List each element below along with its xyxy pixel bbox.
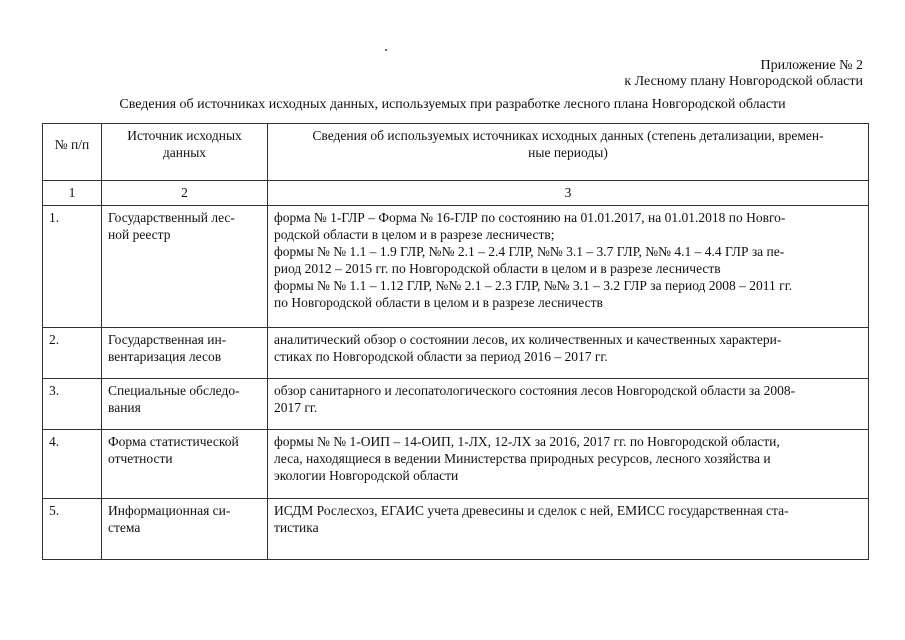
row-details-line: формы № № 1-ОИП – 14-ОИП, 1-ЛХ, 12-ЛХ за 2016, 2017 гг. по Новгородской области, — [274, 434, 780, 449]
row-details-line: формы № № 1.1 – 1.12 ГЛР, №№ 2.1 – 2.3 ГЛР, №№ 3.1 – 3.2 ГЛР за период 2008 – 2011 гг. — [274, 278, 793, 293]
appendix-header — [624, 58, 863, 90]
row-details — [268, 206, 869, 328]
appendix-line-2: к Лесному плану Новгородской области — [624, 74, 863, 89]
row-source-line: вентаризация лесов — [108, 349, 222, 364]
row-source-line: Форма статистической — [108, 434, 239, 449]
table-header-row — [43, 124, 869, 181]
row-details-line: 2017 гг. — [274, 400, 318, 415]
appendix-line-1: Приложение № 2 — [760, 58, 863, 73]
header-index — [43, 124, 102, 181]
table-row — [43, 206, 869, 328]
row-source-line: Информационная си- — [108, 503, 231, 518]
row-details — [268, 379, 869, 430]
table-row — [43, 430, 869, 499]
row-source-line: Государственная ин- — [108, 332, 227, 347]
row-index: 4. — [43, 430, 102, 499]
row-source — [102, 328, 268, 379]
row-source — [102, 379, 268, 430]
row-details-line: стиках по Новгородской области за период 2016 – 2017 гг. — [274, 349, 608, 364]
row-details-line: ИСДМ Рослесхоз, ЕГАИС учета древесины и сделок с ней, ЕМИСС государственная ста- — [274, 503, 789, 518]
row-source — [102, 430, 268, 499]
table-row — [43, 328, 869, 379]
header-source-line-1: Источник исходных — [127, 128, 242, 143]
sources-table — [42, 123, 869, 560]
row-details-line: родской области в целом и в разрезе лесничеств; — [274, 227, 555, 242]
row-details-line: тистика — [274, 520, 319, 535]
row-source-line: отчетности — [108, 451, 173, 466]
row-source-line: вания — [108, 400, 141, 415]
header-source — [102, 124, 268, 181]
row-details — [268, 499, 869, 560]
column-number: 3 — [268, 181, 869, 206]
column-number: 1 — [43, 181, 102, 206]
row-details-line: обзор санитарного и лесопатологического состояния лесов Новгородской области за 2008- — [274, 383, 796, 398]
row-source — [102, 206, 268, 328]
row-details-line: аналитический обзор о состоянии лесов, их количественных и качественных характери- — [274, 332, 782, 347]
header-details-line-1: Сведения об используемых источниках исходных данных (степень детализации, времен- — [312, 128, 824, 143]
row-index: 1. — [43, 206, 102, 328]
row-source-line: ной реестр — [108, 227, 171, 242]
row-details-line: по Новгородской области в целом и в разрезе лесничеств — [274, 295, 603, 310]
row-details-line: форма № 1-ГЛР – Форма № 16-ГЛР по состоянию на 01.01.2017, на 01.01.2018 по Новго- — [274, 210, 786, 225]
row-details-line: риод 2012 – 2015 гг. по Новгородской области в целом и в разрезе лесничеств — [274, 261, 721, 276]
row-source-line: Специальные обследо- — [108, 383, 240, 398]
header-source-line-2: данных — [162, 145, 207, 160]
table-row — [43, 379, 869, 430]
row-index: 3. — [43, 379, 102, 430]
row-details-line: леса, находящиеся в ведении Министерства природных ресурсов, лесного хозяйства и — [274, 451, 771, 466]
row-index: 2. — [43, 328, 102, 379]
row-index: 5. — [43, 499, 102, 560]
column-number-row — [43, 181, 869, 206]
row-details — [268, 430, 869, 499]
document-title: Сведения об источниках исходных данных, используемых при разработке лесного плана Новгородской области — [119, 97, 786, 112]
header-index-label: № п/п — [54, 137, 90, 152]
scan-speck — [385, 49, 387, 51]
column-number: 2 — [102, 181, 268, 206]
row-source-line: Государственный лес- — [108, 210, 235, 225]
header-details-line-2: ные периоды) — [528, 145, 608, 160]
table-row — [43, 499, 869, 560]
row-details — [268, 328, 869, 379]
header-details — [268, 124, 869, 181]
row-details-line: формы № № 1.1 – 1.9 ГЛР, №№ 2.1 – 2.4 ГЛР, №№ 3.1 – 3.7 ГЛР, №№ 4.1 – 4.4 ГЛР за пе- — [274, 244, 785, 259]
row-source-line: стема — [108, 520, 141, 535]
row-source — [102, 499, 268, 560]
row-details-line: экологии Новгородской области — [274, 468, 459, 483]
